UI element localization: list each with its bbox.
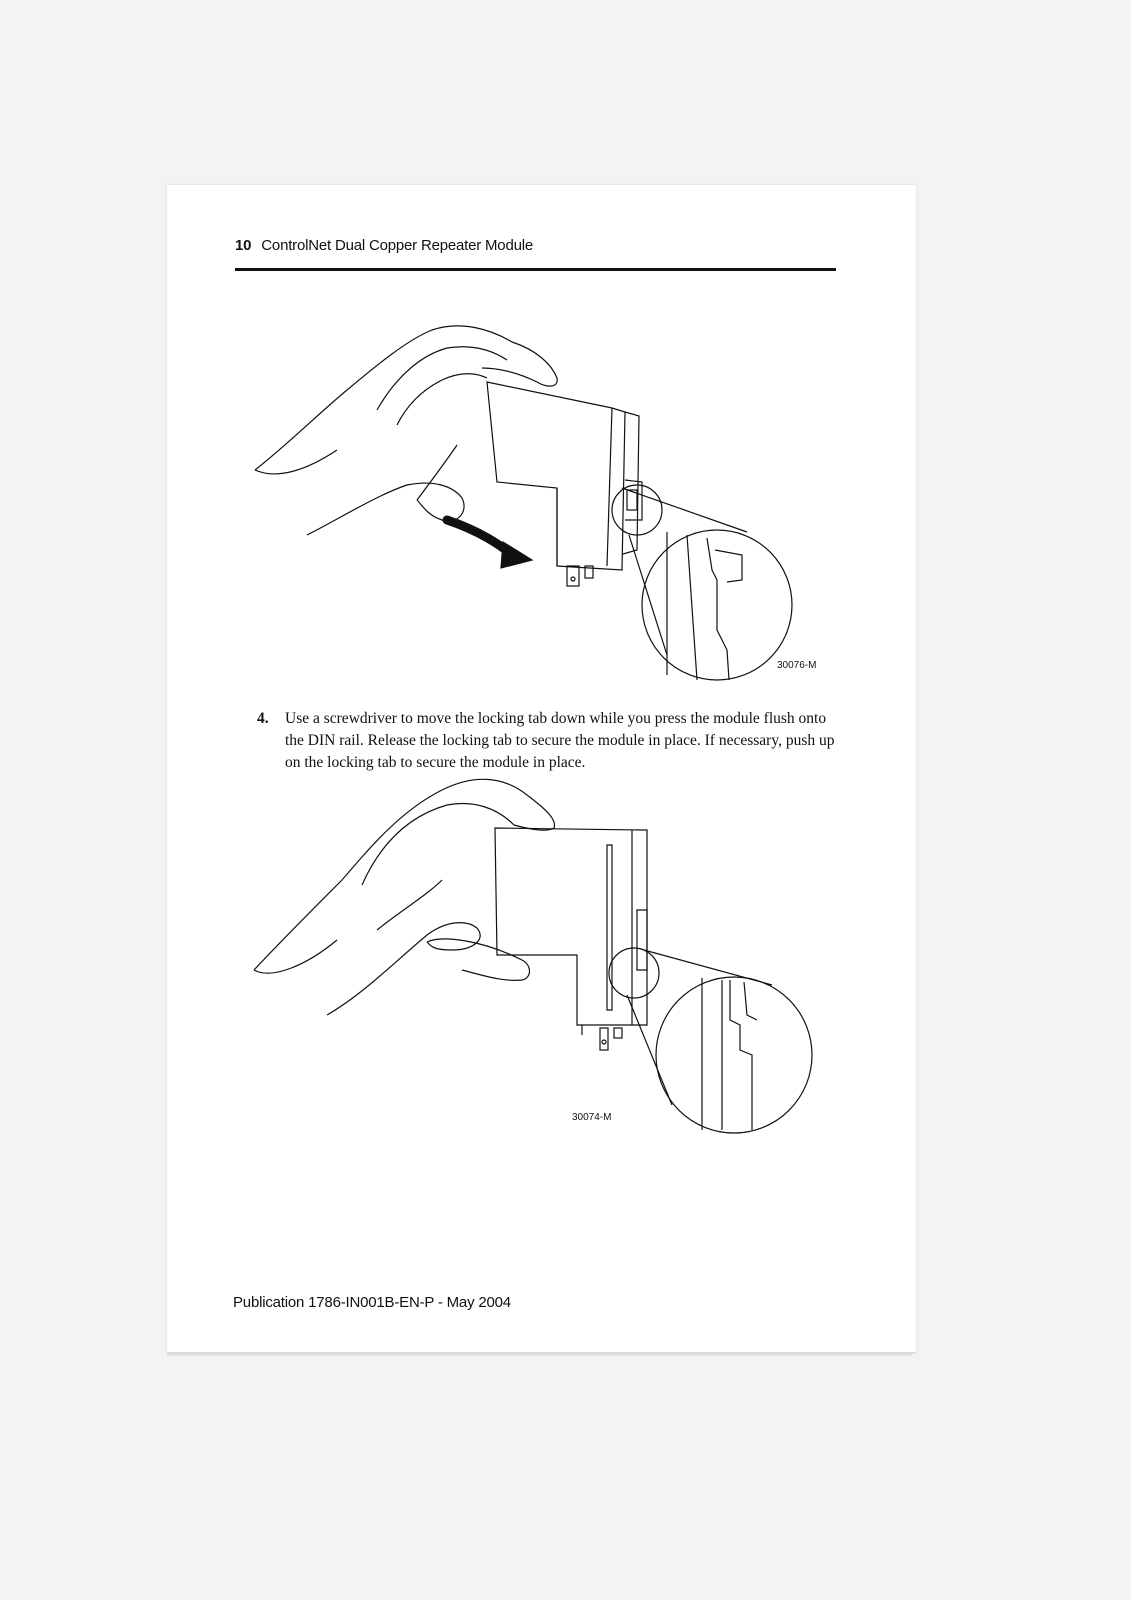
step-4 <box>257 708 842 774</box>
figure-label-30074: 30074-M <box>572 1112 612 1123</box>
page-header <box>235 237 533 254</box>
document-page <box>167 185 916 1353</box>
hand-mounting-module-on-din-rail-icon <box>247 320 817 700</box>
page-number: 10 <box>235 237 252 254</box>
step-text: Use a screwdriver to move the locking tab down while you press the module flush onto the DIN rail. Release the locking tab to secure the module in place. If necessary, push up on the locking tab to secure the module in place. <box>285 710 835 771</box>
page-footer: Publication 1786-IN001B-EN-P - May 2004 <box>233 1294 511 1311</box>
page-title: ControlNet Dual Copper Repeater Module <box>261 237 534 254</box>
header-rule <box>235 268 836 271</box>
figure-press-flush <box>252 770 832 1155</box>
figure-label-30076: 30076-M <box>777 660 817 671</box>
hand-pressing-module-flush-icon <box>252 770 832 1155</box>
figure-mounting <box>247 320 817 700</box>
step-number: 4. <box>257 710 269 727</box>
